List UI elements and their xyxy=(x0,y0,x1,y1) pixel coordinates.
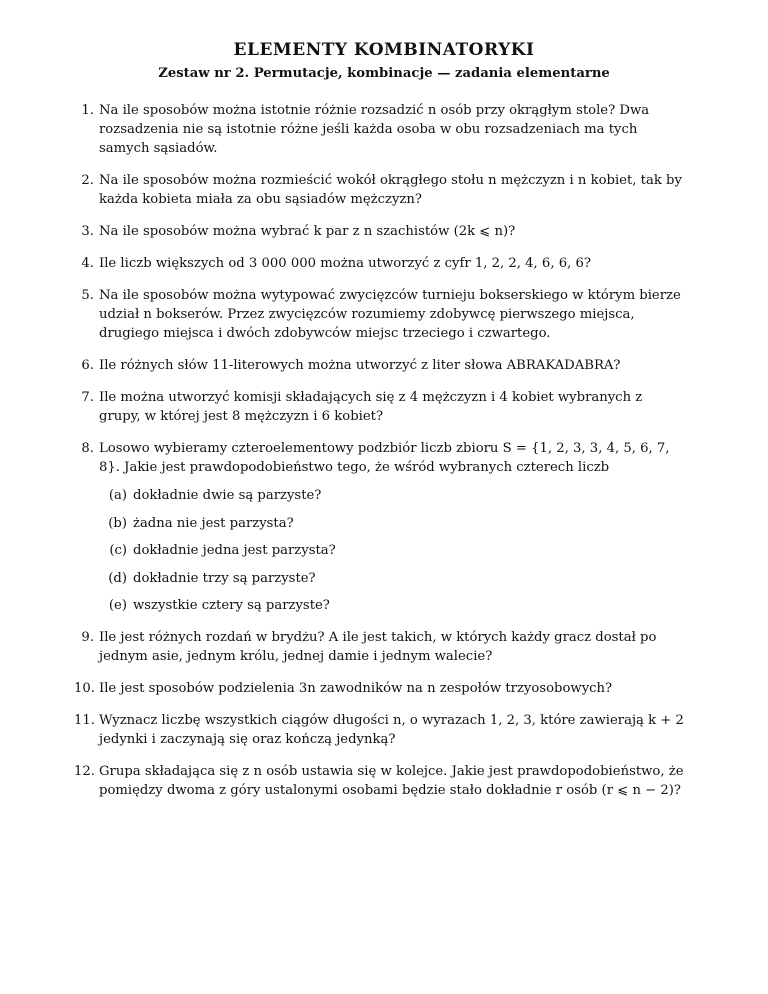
problem-number: 7. xyxy=(81,390,94,405)
subproblem-label: (c) xyxy=(109,543,127,558)
problem-number: 11. xyxy=(74,713,95,728)
problem-text: Ile jest różnych rozdań w brydżu? A ile jest takich, w których każdy gracz dostał po jednym asie, jednym królu, jednej damie i jednym walecie? xyxy=(99,630,657,664)
problem-text: Na ile sposobów można wybrać k par z n szachistów (2k ⩽ n)? xyxy=(99,224,516,239)
problem-text: Losowo wybieramy czteroelementowy podzbiór liczb zbioru S = {1, 2, 3, 3, 4, 5, 6, 7, 8}. Jakie jest prawdopodobieństwo tego, że wśród wybranych czterech liczb xyxy=(99,441,670,475)
problem-text: Ile liczb większych od 3 000 000 można utworzyć z cyfr 1, 2, 2, 4, 6, 6, 6? xyxy=(99,256,591,271)
subproblem-label: (d) xyxy=(108,570,127,586)
subproblem-c xyxy=(99,541,686,560)
problem-6 xyxy=(74,356,686,375)
subproblem-label: (b) xyxy=(108,515,127,531)
subproblem-text: wszystkie cztery są parzyste? xyxy=(133,598,330,613)
problem-list xyxy=(74,101,686,813)
document-subtitle: Zestaw nr 2. Permutacje, kombinacje — zadania elementarne xyxy=(158,66,610,81)
problem-number: 3. xyxy=(81,224,94,239)
subproblem-label: (a) xyxy=(108,488,127,503)
document-title: ELEMENTY KOMBINATORYKI xyxy=(233,40,535,60)
problem-number: 5. xyxy=(81,288,94,303)
subproblem-text: dokładnie jedna jest parzysta? xyxy=(133,543,336,558)
problem-number: 6. xyxy=(81,358,94,373)
problem-text: Wyznacz liczbę wszystkich ciągów długości n, o wyrazach 1, 2, 3, które zawierają k + 2 jedynki i zaczynają się oraz kończą jedynką? xyxy=(99,713,684,747)
subproblem-b xyxy=(99,514,686,533)
problem-7 xyxy=(74,388,686,426)
problem-text: Na ile sposobów można wytypować zwycięzców turnieju bokserskiego w którym bierze udział n bokserów. Przez zwycięzców rozumiemy zdobywcę pierwszego miejsca, drugiego miejsca i dwóch zdobywców miejsc trzeciego i czwartego. xyxy=(99,288,681,341)
subproblem-d xyxy=(99,569,686,588)
subproblem-list xyxy=(99,486,686,615)
problem-text: Na ile sposobów można istotnie różnie rozsadzić n osób przy okrągłym stole? Dwa rozsadzenia nie są istotnie różne jeśli każda osoba w obu rozsadzeniach ma tych samych sąsiadów. xyxy=(99,103,650,156)
problem-number: 1. xyxy=(81,103,94,118)
problem-text: Na ile sposobów można rozmieścić wokół okrągłego stołu n mężczyzn i n kobiet, tak by każda kobieta miała za obu sąsiadów mężczyzn? xyxy=(99,173,682,207)
problem-9 xyxy=(74,628,686,666)
problem-10 xyxy=(74,679,686,698)
subproblem-text: dokładnie dwie są parzyste? xyxy=(133,488,322,503)
problem-text: Ile jest sposobów podzielenia 3n zawodników na n zespołów trzyosobowych? xyxy=(99,681,613,696)
subproblem-text: dokładnie trzy są parzyste? xyxy=(133,570,316,586)
subproblem-a xyxy=(99,486,686,505)
subproblem-label: (e) xyxy=(108,598,127,613)
subproblem-text: żadna nie jest parzysta? xyxy=(133,515,294,531)
problem-number: 9. xyxy=(81,630,94,645)
problem-3 xyxy=(74,222,686,241)
problem-number: 8. xyxy=(81,441,94,456)
problem-number: 12. xyxy=(74,764,95,779)
problem-text: Ile różnych słów 11-literowych można utworzyć z liter słowa ABRAKADABRA? xyxy=(99,358,621,373)
problem-number: 2. xyxy=(81,173,94,188)
subproblem-e xyxy=(99,596,686,615)
problem-12 xyxy=(74,762,686,800)
problem-5 xyxy=(74,286,686,343)
problem-2 xyxy=(74,171,686,209)
problem-1 xyxy=(74,101,686,158)
problem-4 xyxy=(74,254,686,273)
problem-text: Grupa składająca się z n osób ustawia się w kolejce. Jakie jest prawdopodobieństwo, że pomiędzy dwoma z góry ustalonymi osobami będzie stało dokładnie r osób (r ⩽ n − 2)? xyxy=(99,764,684,798)
problem-8 xyxy=(74,439,686,615)
problem-number: 4. xyxy=(81,256,94,271)
problem-number: 10. xyxy=(74,681,95,696)
problem-text: Ile można utworzyć komisji składających się z 4 mężczyzn i 4 kobiet wybranych z grupy, w której jest 8 mężczyzn i 6 kobiet? xyxy=(99,390,643,424)
problem-11 xyxy=(74,711,686,749)
